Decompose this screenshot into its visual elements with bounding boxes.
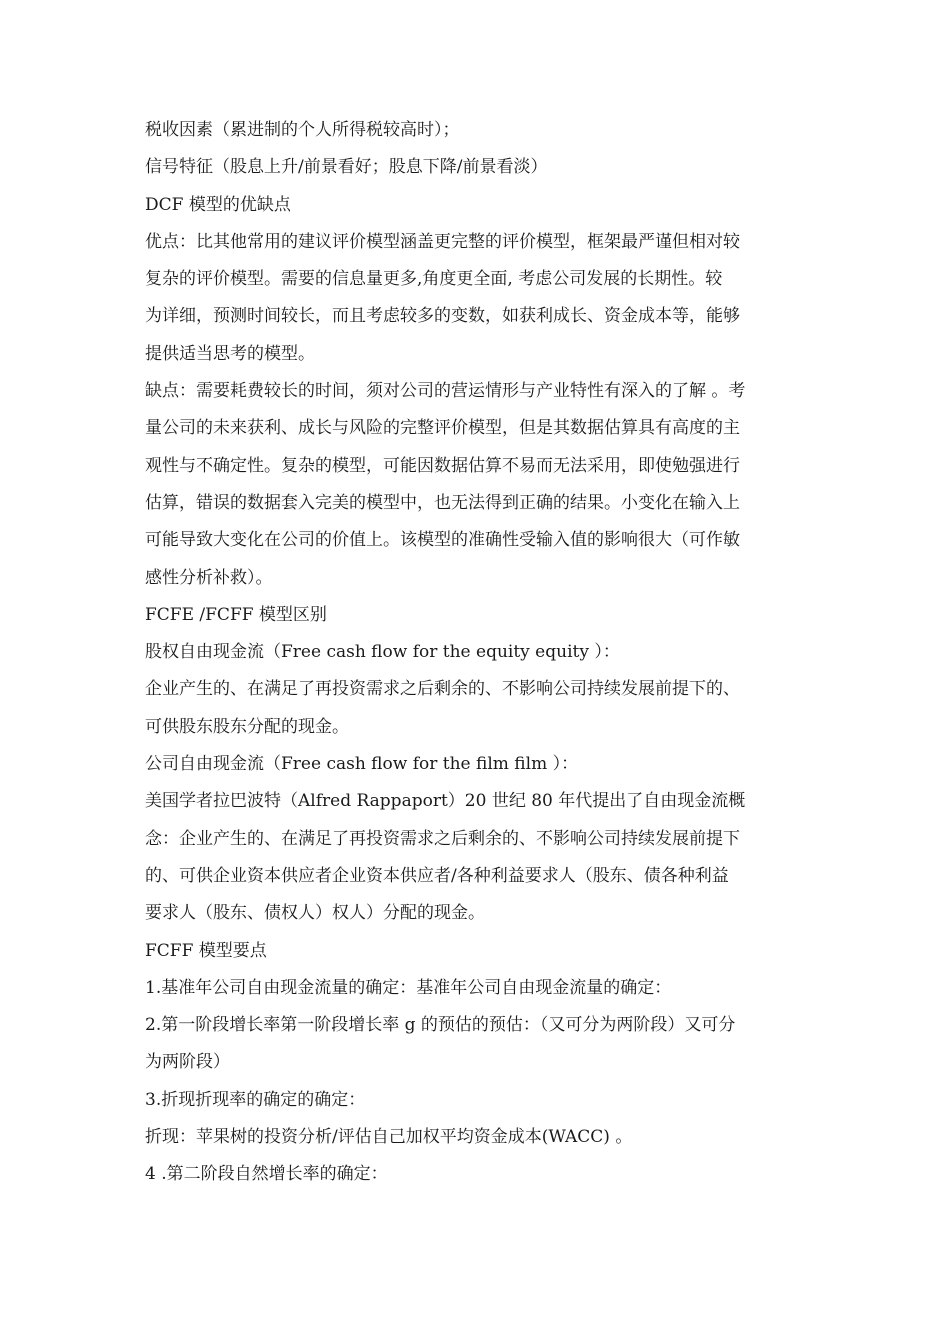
document-body — [145, 112, 815, 1194]
text-line: 观性与不确定性。复杂的模型，可能因数据估算不易而无法采用，即使勉强进行 — [145, 455, 740, 476]
text-line: 2.第一阶段增长率第一阶段增长率 g 的预估的预估：（又可分为两阶段）又可分 — [145, 1015, 736, 1036]
paragraph — [145, 634, 815, 671]
text-line: 念：企业产生的、在满足了再投资需求之后剩余的、不影响公司持续发展前提下 — [145, 828, 740, 849]
paragraph — [145, 1082, 815, 1119]
text-line: 3.折现折现率的确定的确定： — [145, 1089, 366, 1110]
paragraph — [145, 149, 815, 186]
paragraph — [145, 224, 815, 373]
text-line: 感性分析补救）。 — [145, 567, 273, 588]
text-line: 估算，错误的数据套入完美的模型中，也无法得到正确的结果。小变化在输入上 — [145, 492, 740, 513]
text-line: 复杂的评价模型。需要的信息量更多,角度更全面, 考虑公司发展的长期性。较 — [145, 269, 723, 290]
paragraph — [145, 783, 815, 932]
paragraph — [145, 187, 815, 224]
text-line: 股权自由现金流（Free cash flow for the equity equity ）： — [145, 642, 620, 663]
text-line: 为详细，预测时间较长，而且考虑较多的变数，如获利成长、资金成本等，能够 — [145, 306, 740, 327]
text-line: 提供适当思考的模型。 — [145, 343, 315, 364]
text-line: 可能导致大变化在公司的价值上。该模型的准确性受输入值的影响很大（可作敏 — [145, 530, 740, 551]
paragraph — [145, 373, 815, 597]
text-line: 可供股东股东分配的现金。 — [145, 716, 349, 737]
paragraph — [145, 1119, 815, 1156]
text-line: 信号特征（股息上升/前景看好；股息下降/前景看淡） — [145, 157, 548, 178]
text-line: 为两阶段） — [145, 1052, 230, 1073]
text-line: 企业产生的、在满足了再投资需求之后剩余的、不影响公司持续发展前提下的、 — [145, 679, 740, 700]
text-line: 的、可供企业资本供应者企业资本供应者/各种利益要求人（股东、债各种利益 — [145, 865, 729, 886]
text-line: 美国学者拉巴波特（Alfred Rappaport）20 世纪 80 年代提出了自由现金流概 — [145, 791, 746, 812]
paragraph — [145, 671, 815, 746]
paragraph — [145, 1007, 815, 1082]
text-line: 税收因素（累进制的个人所得税较高时）； — [145, 120, 460, 140]
paragraph — [145, 597, 815, 634]
text-line: 优点：比其他常用的建议评价模型涵盖更完整的评价模型，框架最严谨但相对较 — [145, 231, 740, 252]
text-line: FCFE /FCFF 模型区别 — [145, 604, 327, 625]
paragraph — [145, 970, 815, 1007]
paragraph — [145, 746, 815, 783]
text-line: 缺点：需要耗费较长的时间，须对公司的营运情形与产业特性有深入的了解 。考 — [145, 381, 746, 402]
text-line: 4 .第二阶段自然增长率的确定： — [145, 1164, 388, 1185]
text-line: 量公司的未来获利、成长与风险的完整评价模型，但是其数据估算具有高度的主 — [145, 418, 740, 439]
paragraph — [145, 1156, 815, 1193]
text-line: 1.基准年公司自由现金流量的确定：基准年公司自由现金流量的确定： — [145, 977, 672, 998]
paragraph — [145, 112, 815, 149]
text-line: FCFF 模型要点 — [145, 940, 267, 961]
paragraph — [145, 933, 815, 970]
text-line: 公司自由现金流（Free cash flow for the film film ）： — [145, 754, 579, 775]
text-line: 要求人（股东、债权人）权人）分配的现金。 — [145, 903, 485, 924]
text-line: 折现：苹果树的投资分析/评估自己加权平均资金成本(WACC) 。 — [145, 1127, 633, 1148]
text-line: DCF 模型的优缺点 — [145, 194, 291, 215]
